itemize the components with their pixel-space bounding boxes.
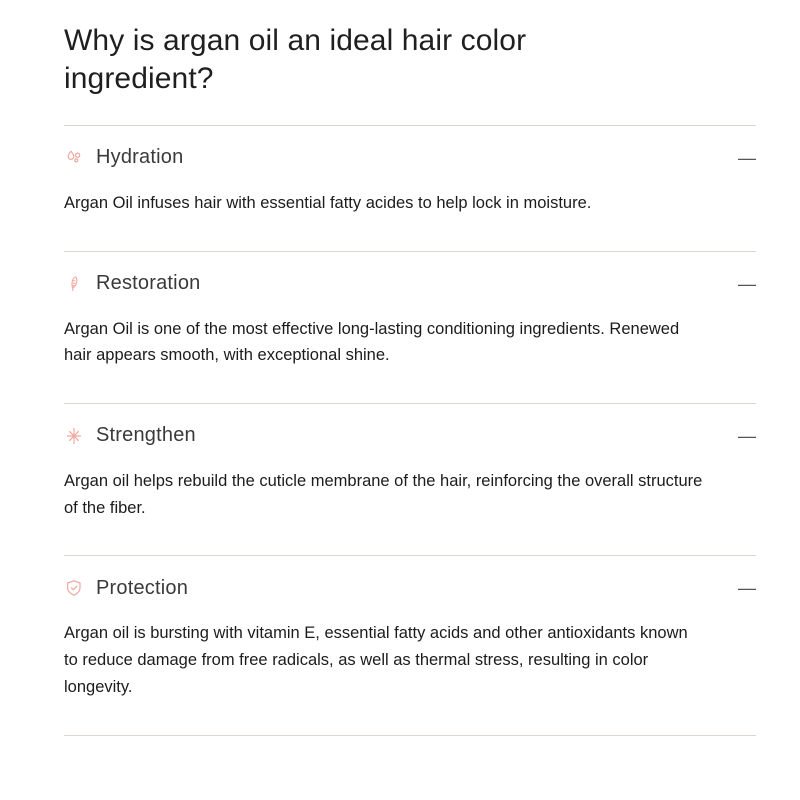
accordion-toggle-restoration[interactable]: — — [738, 273, 756, 294]
accordion-label-restoration: Restoration — [96, 272, 201, 294]
accordion-bottom-divider — [64, 735, 756, 736]
accordion — [64, 125, 756, 736]
accordion-item-protection[interactable] — [64, 555, 756, 734]
accordion-item-restoration[interactable] — [64, 251, 756, 403]
accordion-header-protection[interactable] — [64, 556, 756, 620]
accordion-body-restoration: Argan Oil is one of the most effective long-lasting conditioning ingredients. Renewed hair appears smooth, with exceptional shine. — [64, 319, 680, 365]
accordion-toggle-protection[interactable]: — — [738, 578, 756, 599]
accordion-item-strengthen[interactable] — [64, 403, 756, 555]
shield-check-icon — [64, 578, 90, 598]
sparkle-icon — [64, 426, 90, 446]
accordion-body-strengthen: Argan oil helps rebuild the cuticle membrane of the hair, reinforcing the overall structure of the fiber. — [64, 471, 703, 517]
water-drops-icon — [64, 148, 90, 168]
accordion-item-hydration[interactable] — [64, 125, 756, 251]
feather-icon — [64, 274, 90, 294]
accordion-header-strengthen[interactable] — [64, 404, 756, 468]
accordion-header-hydration[interactable] — [64, 126, 756, 190]
accordion-label-protection: Protection — [96, 576, 189, 599]
accordion-toggle-hydration[interactable]: — — [738, 147, 756, 168]
accordion-body-hydration: Argan Oil infuses hair with essential fatty acides to help lock in moisture. — [64, 193, 592, 212]
accordion-body-protection: Argan oil is bursting with vitamin E, essential fatty acids and other antioxidants known to reduce damage from free radicals, as well as thermal stress, resulting in color longevity. — [64, 624, 688, 696]
accordion-label-strengthen: Strengthen — [96, 424, 196, 447]
page-title: Why is argan oil an ideal hair color ingredient? — [64, 24, 527, 96]
accordion-label-hydration: Hydration — [96, 146, 184, 169]
accordion-toggle-strengthen[interactable]: — — [738, 425, 756, 446]
accordion-header-restoration[interactable] — [64, 252, 756, 316]
